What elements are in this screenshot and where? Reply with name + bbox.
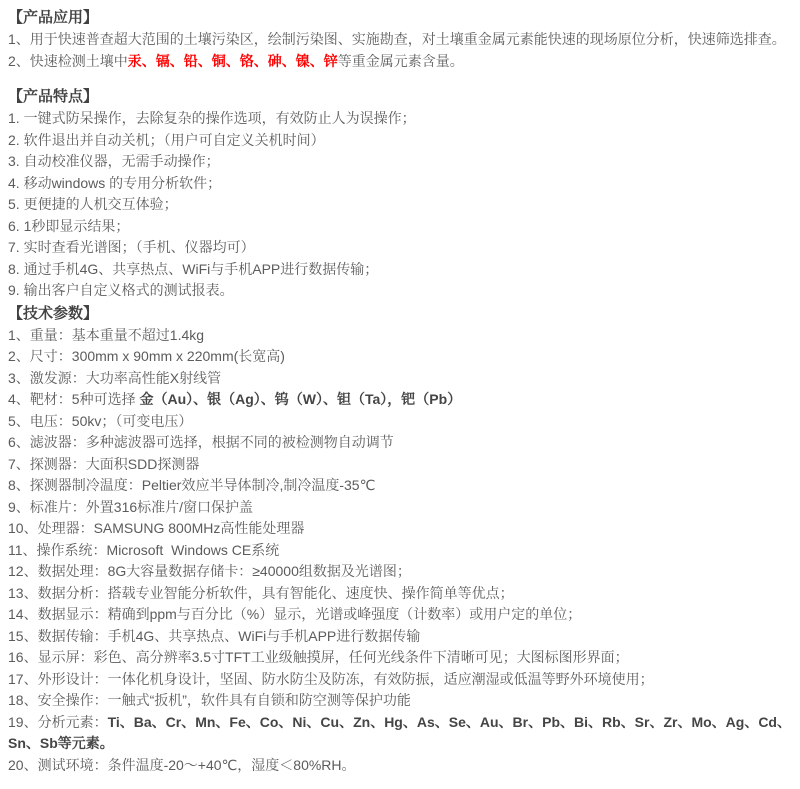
item-text: 11、操作系统：Microsoft Windows CE系统	[8, 541, 280, 558]
list-item	[8, 454, 792, 476]
item-text: 2. 软件退出并自动关机；（用户可自定义关机时间）	[8, 131, 325, 148]
list-item	[8, 669, 792, 691]
item-text: 14、数据显示：精确到ppm与百分比（%）显示，光谱或峰强度（计数率）或用户定的单位；	[8, 606, 582, 622]
item-text: 4. 移动windows 的专用分析软件；	[8, 174, 222, 191]
item-text: 7. 实时查看光谱图；（手机、仪器均可）	[8, 239, 255, 255]
section-heading-application: 【产品应用】	[8, 9, 99, 26]
item-text: 20、测试环境：条件温度-20～+40℃，湿度＜80%RH。	[8, 756, 356, 773]
list-item	[8, 237, 792, 259]
list-item	[8, 216, 792, 238]
list-item	[8, 690, 792, 712]
list-item	[8, 647, 792, 669]
list-item	[8, 604, 792, 626]
list-item	[8, 151, 792, 173]
list-item	[8, 389, 792, 411]
item-text: 8、探测器制冷温度：Peltier效应半导体制冷,制冷温度-35℃	[8, 477, 376, 493]
item-text: 7、探测器：大面积SDD探测器	[8, 455, 200, 472]
list-item	[8, 325, 792, 347]
list-item	[8, 540, 792, 562]
item-text: 2、快速检测土壤中	[8, 52, 128, 69]
item-text: 5. 更便捷的人机交互体验；	[8, 196, 178, 212]
item-highlight-elements: 汞、镉、铅、铜、铬、砷、镍、锌	[127, 52, 338, 69]
list-item	[8, 29, 792, 51]
list-item	[8, 51, 792, 73]
list-item	[8, 497, 792, 519]
list-item	[8, 755, 792, 777]
item-text: 3. 自动校准仪器，无需手动操作；	[8, 153, 220, 169]
list-item	[8, 259, 792, 281]
list-item	[8, 346, 792, 368]
item-text: 1、重量：基本重量不超过1.4kg	[8, 326, 205, 343]
list-item	[8, 130, 792, 152]
item-text: 8. 通过手机4G、共享热点、WiFi与手机APP进行数据传输；	[8, 260, 379, 277]
item-text: 12、数据处理：8G大容量数据存储卡：≥40000组数据及光谱图；	[8, 563, 411, 579]
item-text: 15、数据传输：手机4G、共享热点、WiFi与手机APP进行数据传输	[8, 627, 421, 644]
item-text: 1、用于快速普查超大范围的土壤污染区，绘制污染图、实施勘查，对土壤重金属元素能快速的现场原位分析，快速筛选排查。	[8, 31, 786, 47]
list-item	[8, 411, 792, 433]
list-item	[8, 108, 792, 130]
list-item	[8, 475, 792, 497]
section-heading-specs: 【技术参数】	[8, 304, 99, 322]
product-spec-document	[8, 6, 792, 776]
item-text: 9、标准片：外置316标准片/窗口保护盖	[8, 498, 254, 515]
item-text: 6. 1秒即显示结果；	[8, 217, 130, 234]
section-product-features	[8, 85, 792, 302]
section-product-application	[8, 6, 792, 72]
item-text: 4、靶材：5种可选择	[8, 391, 140, 407]
section-heading-features: 【产品特点】	[8, 88, 99, 105]
item-highlight-analysis-elements: Ti、Ba、Cr、Mn、Fe、Co、Ni、Cu、Zn、Hg、As、Se、Au、Br、Pb、Bi、Rb、Sr、Zr、Mo、Ag、Cd、Sn、Sb等元素。	[8, 713, 791, 751]
list-item	[8, 626, 792, 648]
item-text: 2、尺寸：300mm x 90mm x 220mm(长宽高)	[8, 348, 285, 364]
item-text: 10、处理器：SAMSUNG 800MHz高性能处理器	[8, 520, 305, 536]
item-text: 9. 输出客户自定义格式的测试报表。	[8, 282, 234, 298]
item-text: 5、电压：50kv；（可变电压）	[8, 412, 193, 429]
item-text: 3、激发源：大功率高性能X射线管	[8, 369, 222, 386]
list-item	[8, 368, 792, 390]
section-technical-parameters	[8, 302, 792, 777]
item-text: 18、安全操作：一触式“扳机”，软件具有自锁和防空测等保护功能	[8, 692, 411, 708]
list-item	[8, 280, 792, 302]
list-item	[8, 561, 792, 583]
list-item	[8, 173, 792, 195]
item-highlight-targets: 金（Au）、银（Ag）、钨（W）、钽（Ta），钯（Pb）	[139, 391, 462, 407]
list-item	[8, 432, 792, 454]
list-item	[8, 518, 792, 540]
item-text: 13、数据分析：搭载专业智能分析软件，具有智能化、速度快、操作简单等优点；	[8, 584, 514, 601]
item-text: 1. 一键式防呆操作，去除复杂的操作选项，有效防止人为误操作；	[8, 110, 416, 126]
item-text: 19、分析元素：	[8, 713, 108, 730]
item-text: 等重金属元素含量。	[337, 52, 464, 69]
list-item	[8, 583, 792, 605]
list-item	[8, 194, 792, 216]
item-text: 16、显示屏：彩色、高分辨率3.5寸TFT工业级触摸屏，任何光线条件下清晰可见；大图标图形界面；	[8, 649, 629, 665]
item-text: 6、滤波器：多种滤波器可选择，根据不同的被检测物自动调节	[8, 434, 394, 450]
list-item	[8, 712, 792, 755]
item-text: 17、外形设计：一体化机身设计，坚固、防水防尘及防冻，有效防振，适应潮湿或低温等野外环境使用；	[8, 670, 654, 687]
